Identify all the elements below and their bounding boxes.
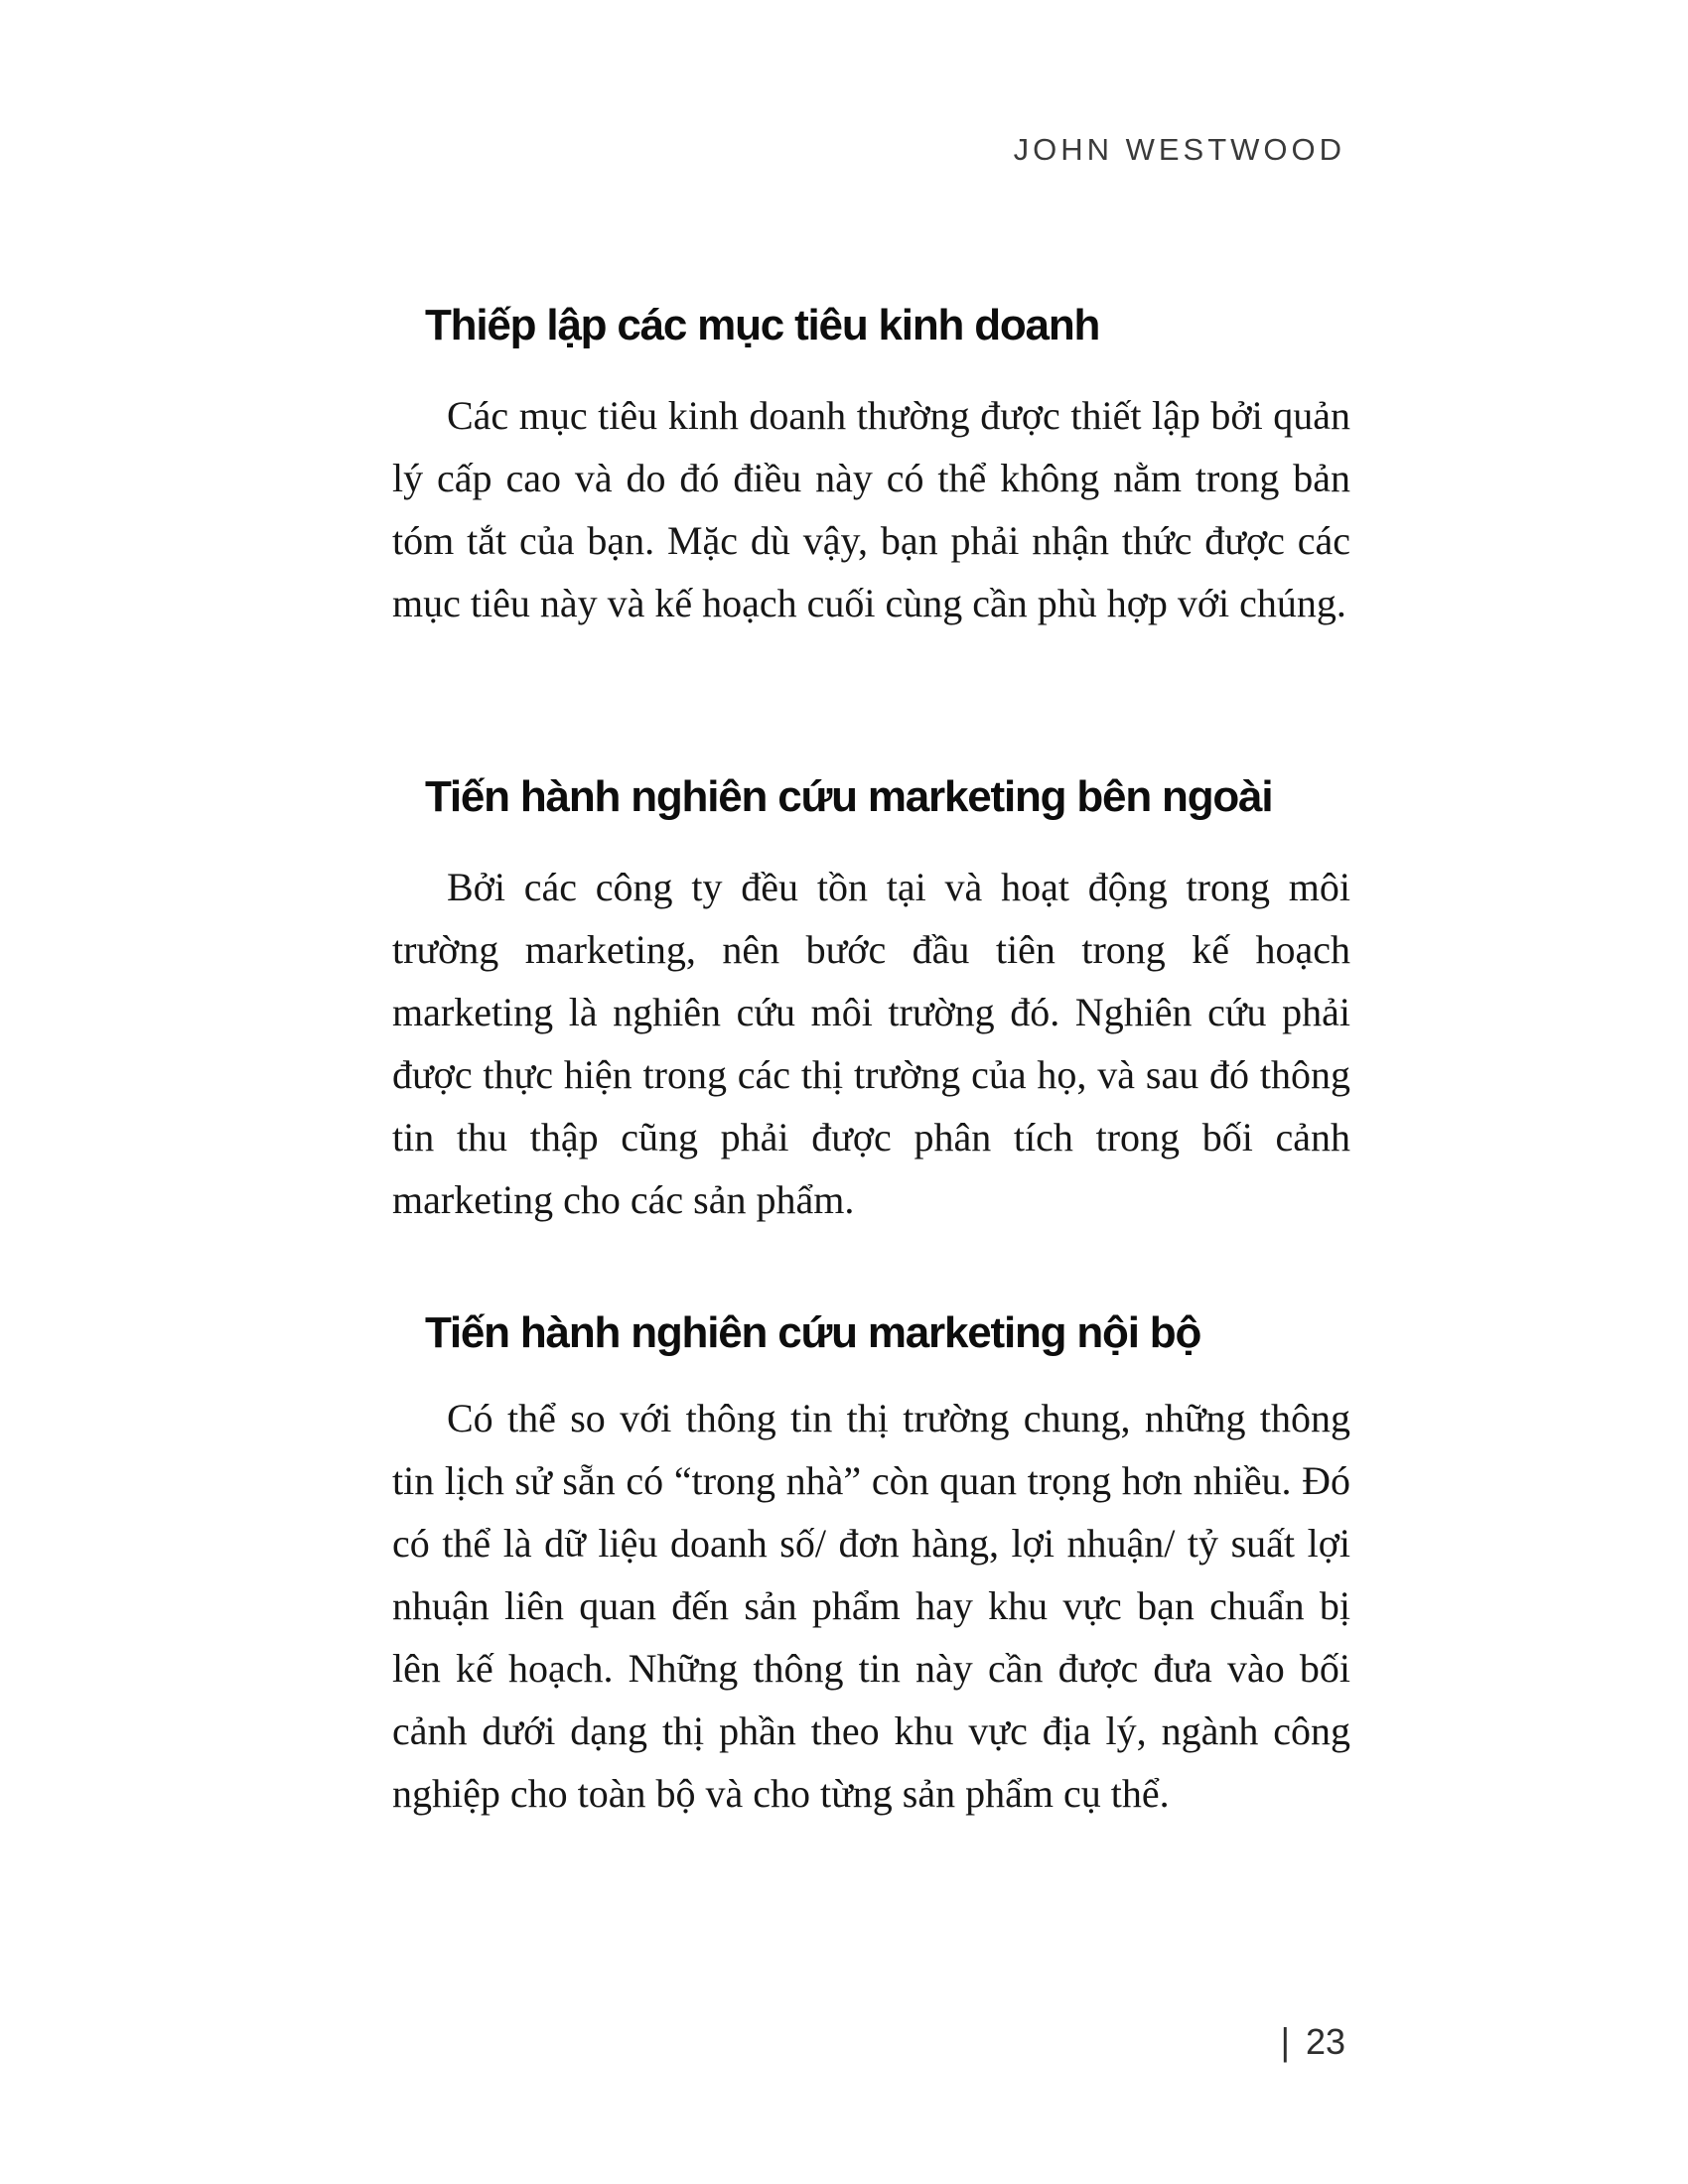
section-heading-internal-marketing-research: Tiến hành nghiên cứu marketing nội bộ: [425, 1307, 1201, 1357]
body-paragraph-business-objectives: Các mục tiêu kinh doanh thường được thiết lập bởi quản lý cấp cao và do đó điều này có thể không nằm trong bản tóm tắt của bạn. Mặc dù vậy, bạn phải nhận thức được các mục tiêu này và kế hoạch cuối cùng cần phù hợp với chúng.: [392, 393, 1350, 625]
section-heading-business-objectives: Thiếp lập các mục tiêu kinh doanh: [425, 300, 1100, 349]
running-header: JOHN WESTWOOD: [1013, 132, 1345, 167]
body-paragraph-internal-marketing-research: Có thể so với thông tin thị trường chung, những thông tin lịch sử sẵn có “trong nhà” còn quan trọng hơn nhiều. Đó có thể là dữ liệu doanh số/ đơn hàng, lợi nhuận/ tỷ suất lợi nhuận liên quan đến sản phẩm hay khu vực bạn chuẩn bị lên kế hoạch. Những thông tin này cần được đưa vào bối cảnh dưới dạng thị phần theo khu vực địa lý, ngành công nghiệp cho toàn bộ và cho từng sản phẩm cụ thể.: [392, 1396, 1350, 1816]
page-number: 23: [1305, 2021, 1345, 2062]
section-heading-external-marketing-research: Tiến hành nghiên cứu marketing bên ngoài: [425, 771, 1273, 821]
page-number-separator: |: [1280, 2019, 1290, 2063]
page-footer: [392, 2021, 1345, 2063]
body-paragraph-external-marketing-research: Bởi các công ty đều tồn tại và hoạt động trong môi trường marketing, nên bước đầu tiên trong kế hoạch marketing là nghiên cứu môi trường đó. Nghiên cứu phải được thực hiện trong các thị trường của họ, và sau đó thông tin thu thập cũng phải được phân tích trong bối cảnh marketing cho các sản phẩm.: [392, 865, 1350, 1222]
